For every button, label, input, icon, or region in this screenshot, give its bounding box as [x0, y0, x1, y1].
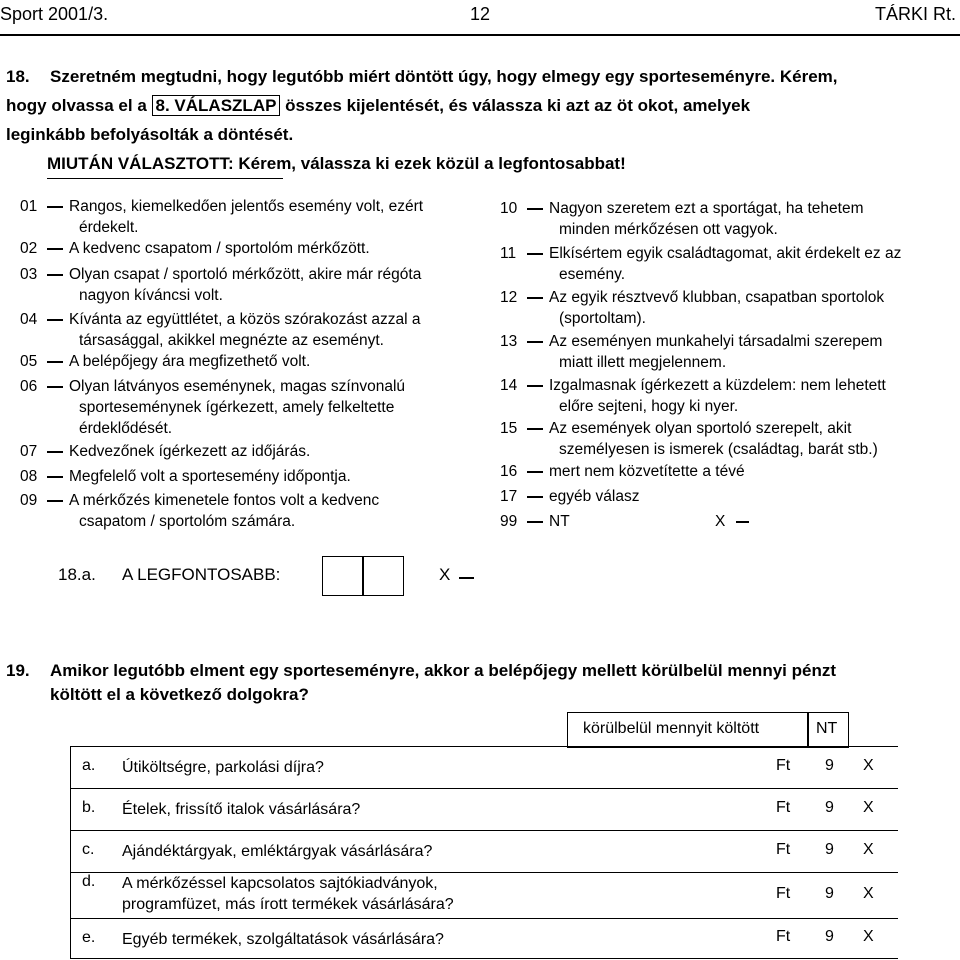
- option-text: [549, 331, 882, 373]
- table-row[interactable]: [70, 830, 898, 872]
- option-text-line: A kedvenc csapatom / sportolóm mérkőzött.: [69, 240, 370, 257]
- option-dash: [47, 476, 63, 478]
- option-code: 17: [500, 488, 518, 505]
- row-question-line: A mérkőzéssel kapcsolatos sajtókiadványok,: [122, 875, 438, 892]
- option-text-line: sporteseménynek ígérkezett, amely felkeltette: [79, 399, 395, 416]
- option-dash: [47, 451, 63, 453]
- answer-box-2[interactable]: [362, 556, 404, 596]
- option-x-dash: [736, 521, 749, 523]
- option-text-line: Elkísértem egyik családtagomat, akit érdekelt ez az: [549, 245, 902, 262]
- row-question-line: Ajándéktárgyak, emléktárgyak vásárlására?: [122, 843, 433, 860]
- option-text-line: Megfelelő volt a sportesemény időpontja.: [69, 468, 351, 485]
- col-nt-label: NT: [816, 720, 838, 737]
- option-dash: [527, 208, 543, 210]
- row-question: [122, 929, 444, 950]
- row-question-line: Ételek, frissítő italok vásárlására?: [122, 801, 361, 818]
- answer-box-1[interactable]: [322, 556, 364, 596]
- option-code: 01: [20, 198, 38, 215]
- option-text-line: társasággal, akikkel megnézte az eseményt.: [79, 332, 384, 349]
- row-nt-code[interactable]: 9: [825, 928, 834, 945]
- option-code: 08: [20, 468, 38, 485]
- table-bottom-line: [70, 958, 898, 959]
- option-code: 04: [20, 311, 38, 328]
- option-text-line: csapatom / sportolóm számára.: [79, 513, 296, 530]
- row-question: [122, 841, 432, 862]
- q18-line2: [6, 91, 750, 120]
- option-text-line: személyesen is ismerek (családtag, barát stb.): [559, 441, 878, 458]
- page-number: 12: [470, 4, 491, 24]
- row-letter: b.: [82, 799, 96, 816]
- option-text-line: Rangos, kiemelkedően jelentős esemény volt, ezért: [69, 198, 424, 215]
- row-nt-code[interactable]: 9: [825, 799, 834, 816]
- option-text-line: A belépőjegy ára megfizethető volt.: [69, 353, 311, 370]
- option-dash: [527, 253, 543, 255]
- header-rule: [0, 34, 960, 36]
- q18-line1: Szeretném megtudni, hogy legutóbb miért döntött úgy, hogy elmegy egy sporteseményre. Kérem,: [50, 67, 838, 86]
- option-dash: [527, 496, 543, 498]
- row-question: [122, 757, 324, 778]
- option-code: 15: [500, 420, 518, 437]
- option-code: 13: [500, 333, 518, 350]
- table-row[interactable]: [70, 746, 898, 788]
- header-right: TÁRKI Rt.: [874, 4, 956, 24]
- answer-card-ref: 8. VÁLASZLAP: [152, 95, 281, 116]
- q18-line3: leginkább befolyásolták a döntését.: [6, 125, 294, 144]
- option-text-line: esemény.: [559, 266, 626, 283]
- option-dash: [47, 361, 63, 363]
- row-nt-code[interactable]: 9: [825, 841, 834, 858]
- option-text-line: miatt illett megjelennem.: [559, 354, 727, 371]
- option-dash: [47, 274, 63, 276]
- option-text-line: NT: [549, 513, 570, 530]
- q18-instruction: MIUTÁN VÁLASZTOTT: Kérem, válassza ki ezek közül a legfontosabbat!: [47, 154, 626, 173]
- q18a-text: A LEGFONTOSABB:: [122, 565, 281, 584]
- option-dash: [47, 500, 63, 502]
- option-text: [549, 375, 886, 417]
- option-text: [69, 490, 379, 532]
- option-text-line: Olyan csapat / sportoló mérkőzött, akire már régóta: [69, 266, 422, 283]
- option-dash: [527, 297, 543, 299]
- option-dash: [527, 428, 543, 430]
- option-text: [69, 238, 370, 259]
- option-text: [69, 351, 310, 372]
- q18a-label: 18.a.: [58, 565, 96, 584]
- header-left: Sport 2001/3.: [0, 4, 109, 24]
- row-question-line: Egyéb termékek, szolgáltatások vásárlására?: [122, 931, 444, 948]
- row-nt-code[interactable]: 9: [825, 757, 834, 774]
- option-dash: [47, 248, 63, 250]
- option-code: 09: [20, 492, 38, 509]
- row-question-line: programfüzet, más írott termékek vásárlására?: [122, 896, 454, 913]
- option-text: [549, 461, 745, 482]
- option-code: 16: [500, 463, 518, 480]
- q18a-x: X: [439, 565, 451, 584]
- row-x-code[interactable]: X: [863, 885, 874, 902]
- option-code: 12: [500, 289, 518, 306]
- row-question: [122, 799, 360, 820]
- row-letter: e.: [82, 929, 96, 946]
- option-dash: [527, 385, 543, 387]
- option-code: 10: [500, 200, 518, 217]
- row-question: [122, 873, 454, 915]
- option-dash: [527, 341, 543, 343]
- row-unit: Ft: [776, 799, 791, 816]
- q18-number: 18.: [6, 67, 30, 86]
- option-text: [69, 441, 310, 462]
- option-dash: [47, 206, 63, 208]
- option-text: [549, 198, 863, 240]
- option-code: 03: [20, 266, 38, 283]
- option-text-line: Olyan látványos eseménynek, magas színvonalú: [69, 378, 406, 395]
- table-row[interactable]: [70, 788, 898, 830]
- table-row[interactable]: [70, 918, 898, 958]
- row-question-line: Útiköltségre, parkolási díjra?: [122, 759, 324, 776]
- option-dash: [47, 386, 63, 388]
- option-text: [549, 418, 878, 460]
- option-text: [69, 309, 421, 351]
- q18-line2-pre: hogy olvassa el a: [6, 96, 147, 115]
- option-text: [549, 511, 570, 532]
- row-x-code[interactable]: X: [863, 841, 874, 858]
- instruction-underline: [47, 178, 283, 179]
- table-row[interactable]: [70, 872, 898, 918]
- q19-line2: költött el a következő dolgokra?: [50, 685, 309, 704]
- option-code: 11: [500, 245, 517, 262]
- option-text-line: Az egyik résztvevő klubban, csapatban sportolok: [549, 289, 885, 306]
- option-code: 02: [20, 240, 38, 257]
- option-text-line: Kedvezőnek ígérkezett az időjárás.: [69, 443, 311, 460]
- row-unit: Ft: [776, 928, 791, 945]
- option-code: 06: [20, 378, 38, 395]
- row-x-code[interactable]: X: [863, 928, 874, 945]
- option-text-line: előre sejteni, hogy ki nyer.: [559, 398, 739, 415]
- option-text: [69, 376, 405, 439]
- row-unit: Ft: [776, 757, 791, 774]
- row-letter: c.: [82, 841, 95, 858]
- option-text: [549, 486, 639, 507]
- option-text-line: egyéb válasz: [549, 488, 640, 505]
- q19-number: 19.: [6, 661, 30, 680]
- option-text: [69, 196, 423, 238]
- option-text-line: érdekelt.: [79, 219, 139, 236]
- option-text: [69, 264, 421, 306]
- row-unit: Ft: [776, 841, 791, 858]
- q19-line1: Amikor legutóbb elment egy sporteseményre, akkor a belépőjegy mellett körülbelül mennyi pénzt: [50, 661, 836, 680]
- option-text-line: Az eseményen munkahelyi társadalmi szerepem: [549, 333, 883, 350]
- option-text-line: érdeklődését.: [79, 420, 173, 437]
- option-text-line: Kívánta az együttlétet, a közös szórakozást azzal a: [69, 311, 421, 328]
- col-amount-label: körülbelül mennyit költött: [583, 720, 760, 737]
- row-nt-code[interactable]: 9: [825, 885, 834, 902]
- option-code: 14: [500, 377, 518, 394]
- option-code: 99: [500, 513, 518, 530]
- option-text: [549, 243, 901, 285]
- option-text-line: A mérkőzés kimenetele fontos volt a kedvenc: [69, 492, 380, 509]
- option-dash: [527, 471, 543, 473]
- option-dash: [47, 319, 63, 321]
- row-letter: a.: [82, 757, 96, 774]
- q18a-dash: [459, 577, 474, 579]
- option-text-line: nagyon kíváncsi volt.: [79, 287, 223, 304]
- row-letter: d.: [82, 873, 96, 890]
- option-text-line: Nagyon szeretem ezt a sportágat, ha tehetem: [549, 200, 864, 217]
- row-unit: Ft: [776, 885, 791, 902]
- row-x-code[interactable]: X: [863, 799, 874, 816]
- q18-line2-post: összes kijelentését, és válassza ki azt az öt okot, amelyek: [285, 96, 751, 115]
- option-code: 07: [20, 443, 38, 460]
- option-code: 05: [20, 353, 38, 370]
- option-text-line: Izgalmasnak ígérkezett a küzdelem: nem lehetett: [549, 377, 886, 394]
- option-x: X: [715, 513, 726, 530]
- option-text: [69, 466, 351, 487]
- option-text-line: (sportoltam).: [559, 310, 646, 327]
- option-text-line: Az események olyan sportoló szerepelt, akit: [549, 420, 852, 437]
- option-dash: [527, 521, 543, 523]
- option-text: [549, 287, 884, 329]
- option-text-line: mert nem közvetítette a tévé: [549, 463, 745, 480]
- row-x-code[interactable]: X: [863, 757, 874, 774]
- option-text-line: minden mérkőzésen ott vagyok.: [559, 221, 778, 238]
